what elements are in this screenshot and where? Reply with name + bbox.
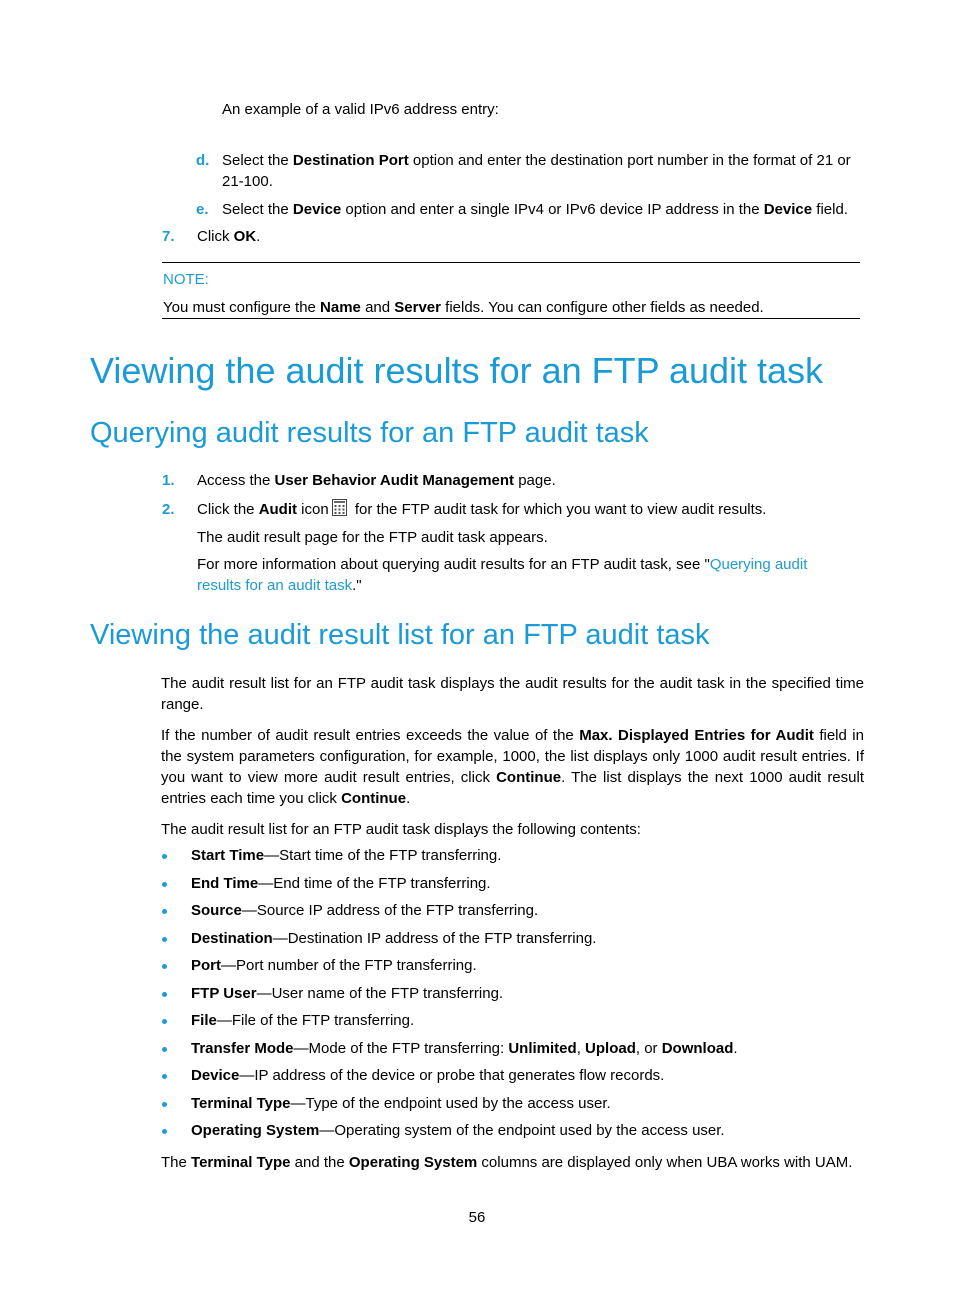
bullet-dot [162,854,167,859]
columns-note-para: The Terminal Type and the Operating System columns are displayed only when UBA works with UAM. [161,1154,853,1171]
bullet-dot [162,909,167,914]
list-item-transfer-mode: Transfer Mode—Mode of the FTP transferring: Unlimited, Upload, or Download. [191,1040,738,1057]
note-text: You must configure the Name and Server fields. You can configure other fields as needed. [163,299,764,316]
page-number: 56 [468,1209,486,1226]
contents-intro: The audit result list for an FTP audit task displays the following contents: [161,821,641,838]
list-item-terminal-type: Terminal Type—Type of the endpoint used by the access user. [191,1095,611,1112]
bullet-dot [162,1129,167,1134]
bullet-dot [162,964,167,969]
list-item-start-time: Start Time—Start time of the FTP transferring. [191,847,502,864]
step-2-text: Click the Audit icon for the FTP audit task for which you want to view audit results. [197,501,767,518]
step-1-label: 1. [162,472,175,489]
bullet-dot [162,992,167,997]
max-entries-para: If the number of audit result entries exceeds the value of the Max. Displayed Entries for Audit field in the system parameters configuration, for example, 1000, the list displays only 1000 audit result entries. If you want to view more audit result entries, click Continue. The list displays the next 1000 audit result entries each time you click Continue. [161,727,864,807]
bullet-dot [162,1102,167,1107]
step-7-label: 7. [162,228,175,245]
list-item-file: File—File of the FTP transferring. [191,1012,415,1029]
step-2-label: 2. [162,501,175,518]
section-heading-viewing-audit-results: Viewing the audit results for an FTP audit task [90,350,824,391]
bullet-dot [162,1019,167,1024]
subsection-heading-viewing-list: Viewing the audit result list for an FTP audit task [90,619,710,651]
bullet-dot [162,882,167,887]
note-bottom-rule [162,318,860,319]
step-d-label: d. [196,152,210,169]
step-7-text: Click OK. [197,228,261,245]
ipv6-example-text: An example of a valid IPv6 address entry: [222,101,499,118]
bullet-dot [162,937,167,942]
note-label: NOTE: [163,271,209,288]
more-info-text: For more information about querying audit results for an FTP audit task, see "Querying audit results for an audit task." [197,556,808,594]
step-e-label: e. [196,201,209,218]
list-item-operating-system: Operating System—Operating system of the endpoint used by the access user. [191,1122,725,1139]
list-item-ftp-user: FTP User—User name of the FTP transferring. [191,985,504,1002]
step-e-text: Select the Device option and enter a single IPv4 or IPv6 device IP address in the Device field. [222,201,848,218]
list-item-end-time: End Time—End time of the FTP transferring. [191,875,491,892]
step-1-text: Access the User Behavior Audit Management page. [197,472,556,489]
list-item-device: Device—IP address of the device or probe that generates flow records. [191,1067,665,1084]
bullet-dot [162,1047,167,1052]
list-item-destination: Destination—Destination IP address of the FTP transferring. [191,930,597,947]
continue-term: Continue [496,769,562,786]
step-d-text: Select the Destination Port option and enter the destination port number in the format of 21 or 21-100. [222,152,851,190]
audit-result-page-text: The audit result page for the FTP audit task appears. [197,529,548,546]
note-top-rule [162,262,860,263]
list-item-source: Source—Source IP address of the FTP transferring. [191,902,539,919]
querying-audit-results-link[interactable]: Querying audit results for an audit task [197,556,808,594]
list-description-para: The audit result list for an FTP audit task displays the audit results for the audit task in the specified time range. [161,675,864,713]
subsection-heading-querying: Querying audit results for an FTP audit task [90,417,649,449]
audit-grid-icon [332,499,347,516]
bullet-dot [162,1074,167,1079]
list-item-port: Port—Port number of the FTP transferring. [191,957,477,974]
